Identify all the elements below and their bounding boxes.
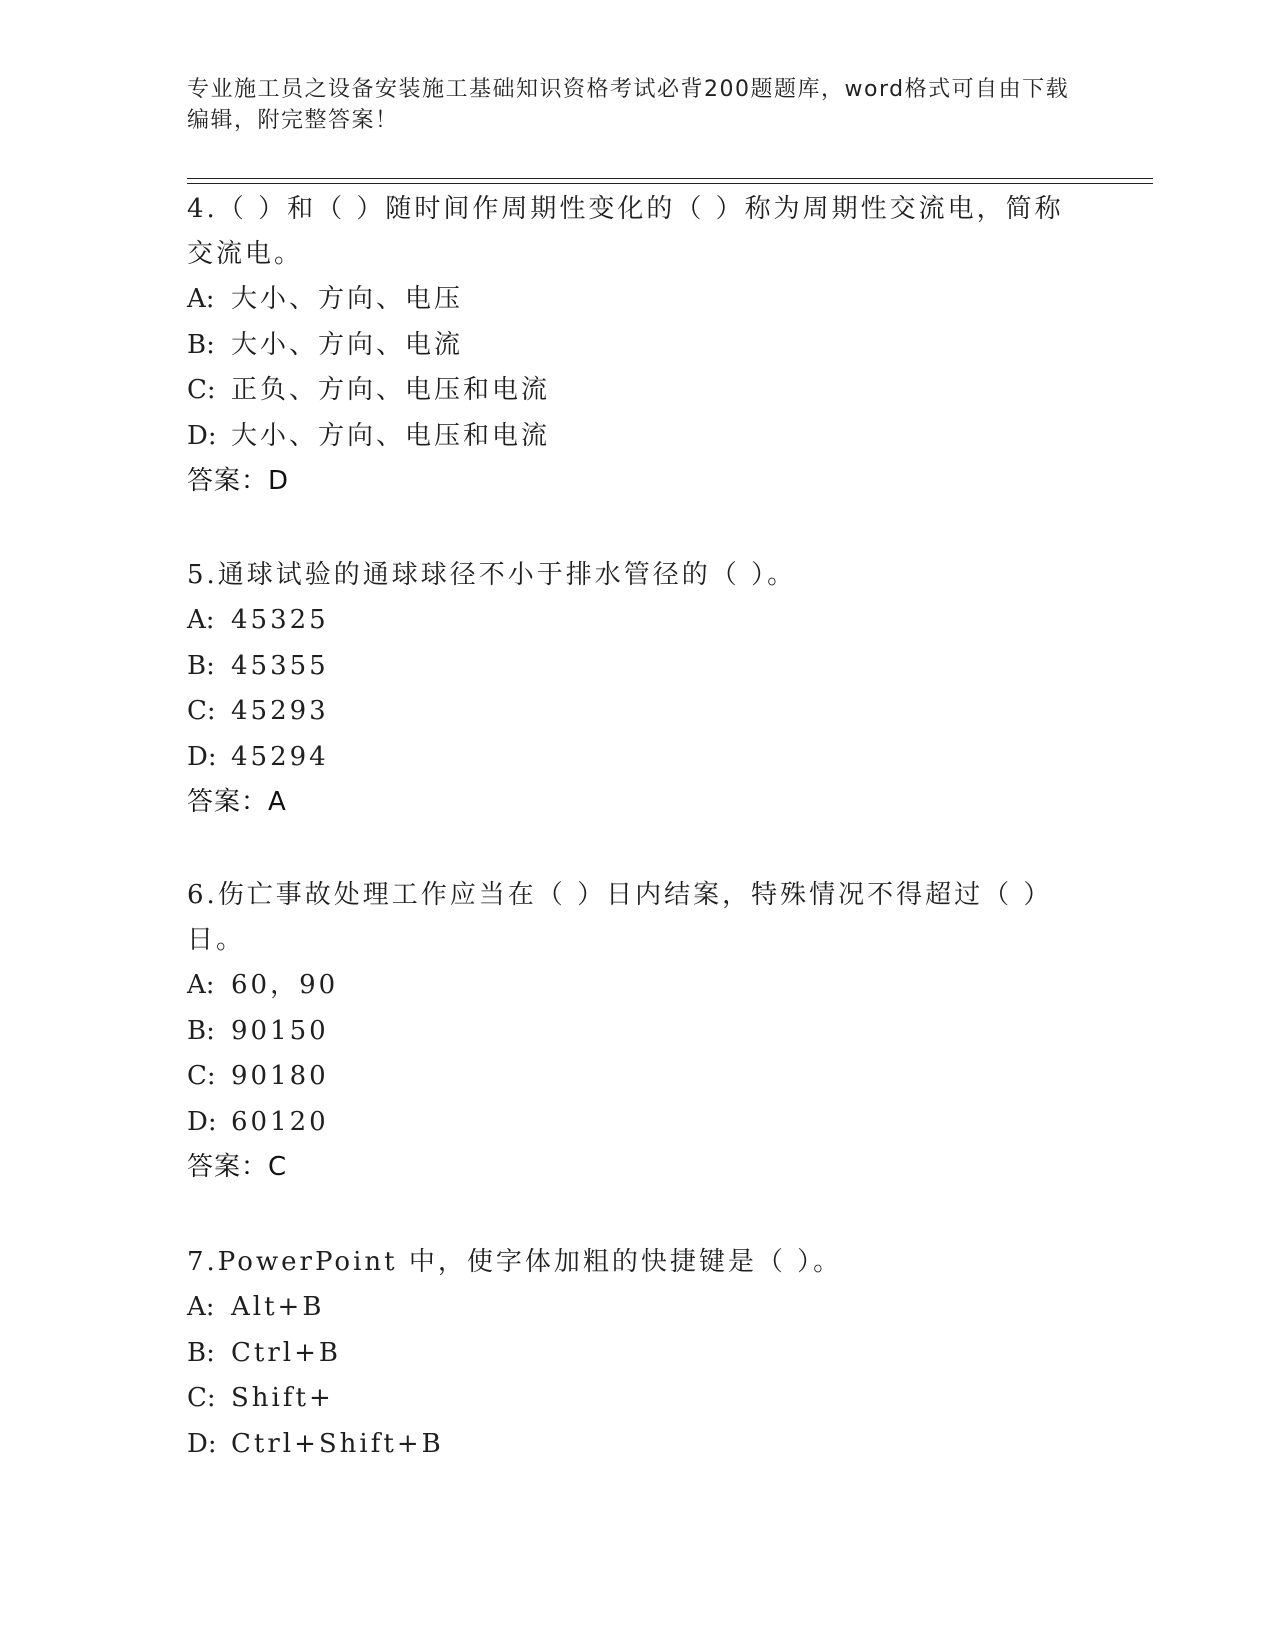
option-c [187, 368, 1087, 414]
option-text: 60120 [231, 1106, 329, 1137]
option-d [187, 735, 1087, 781]
option-a [187, 963, 1087, 1009]
option-c [187, 1054, 1087, 1100]
option-text: 大小、方向、电流 [231, 329, 464, 360]
option-letter: B: [187, 329, 215, 360]
option-text: Shift+ [231, 1383, 334, 1413]
option-c [187, 689, 1087, 735]
option-text: 90150 [231, 1015, 329, 1046]
option-d [187, 1100, 1087, 1146]
answer-line: 答案：C [187, 1152, 288, 1182]
option-letter: A: [187, 1292, 215, 1322]
option-b [187, 323, 1087, 369]
option-text: 45325 [231, 605, 329, 635]
option-text: 60，90 [231, 970, 339, 1000]
option-letter: C: [187, 696, 216, 726]
option-text: 90180 [231, 1061, 329, 1091]
option-text: 45293 [231, 696, 329, 726]
option-letter: B: [187, 1337, 215, 1368]
header-divider-top [187, 178, 1153, 179]
option-d [187, 414, 1087, 460]
option-b [187, 1009, 1087, 1055]
option-c [187, 1376, 1087, 1422]
question-5 [187, 553, 1087, 825]
option-letter: D: [187, 741, 217, 772]
option-letter: C: [187, 1383, 216, 1413]
option-b [187, 644, 1087, 690]
option-a [187, 277, 1087, 323]
option-letter: D: [187, 420, 217, 451]
option-b [187, 1331, 1087, 1377]
option-text: Ctrl+Shift+B [231, 1428, 444, 1459]
option-letter: A: [187, 970, 215, 1000]
question-stem: 6.伤亡事故处理工作应当在（ ）日内结案，特殊情况不得超过（ ）日。 [187, 880, 1053, 955]
option-letter: D: [187, 1106, 217, 1137]
header-divider-bottom [187, 183, 1153, 184]
question-7 [187, 1240, 1087, 1467]
option-a [187, 1285, 1087, 1331]
option-letter: A: [187, 605, 215, 635]
answer-line: 答案：A [187, 787, 287, 817]
question-stem: 4.（ ）和（ ）随时间作周期性变化的（ ）称为周期性交流电，简称交流电。 [187, 194, 1064, 269]
question-6 [187, 873, 1087, 1190]
document-header: 专业施工员之设备安装施工基础知识资格考试必背200题题库，word格式可自由下载编辑，附完整答案！ [187, 77, 1070, 133]
option-letter: D: [187, 1428, 217, 1459]
option-text: 大小、方向、电压和电流 [231, 420, 551, 451]
option-letter: C: [187, 1061, 216, 1091]
option-letter: A: [187, 284, 215, 314]
option-letter: B: [187, 650, 215, 681]
question-4 [187, 187, 1087, 504]
option-text: Alt+B [231, 1292, 325, 1322]
question-stem: 5.通球试验的通球球径不小于排水管径的（ ）。 [187, 560, 797, 590]
option-d [187, 1422, 1087, 1468]
option-text: 正负、方向、电压和电流 [231, 375, 551, 405]
option-text: Ctrl+B [231, 1337, 341, 1368]
option-text: 45294 [231, 741, 329, 772]
option-a [187, 598, 1087, 644]
question-stem: 7.PowerPoint 中，使字体加粗的快捷键是（ ）。 [187, 1247, 843, 1277]
option-letter: C: [187, 375, 216, 405]
option-text: 45355 [231, 650, 329, 681]
option-text: 大小、方向、电压 [231, 284, 464, 314]
option-letter: B: [187, 1015, 215, 1046]
answer-line: 答案：D [187, 466, 290, 496]
